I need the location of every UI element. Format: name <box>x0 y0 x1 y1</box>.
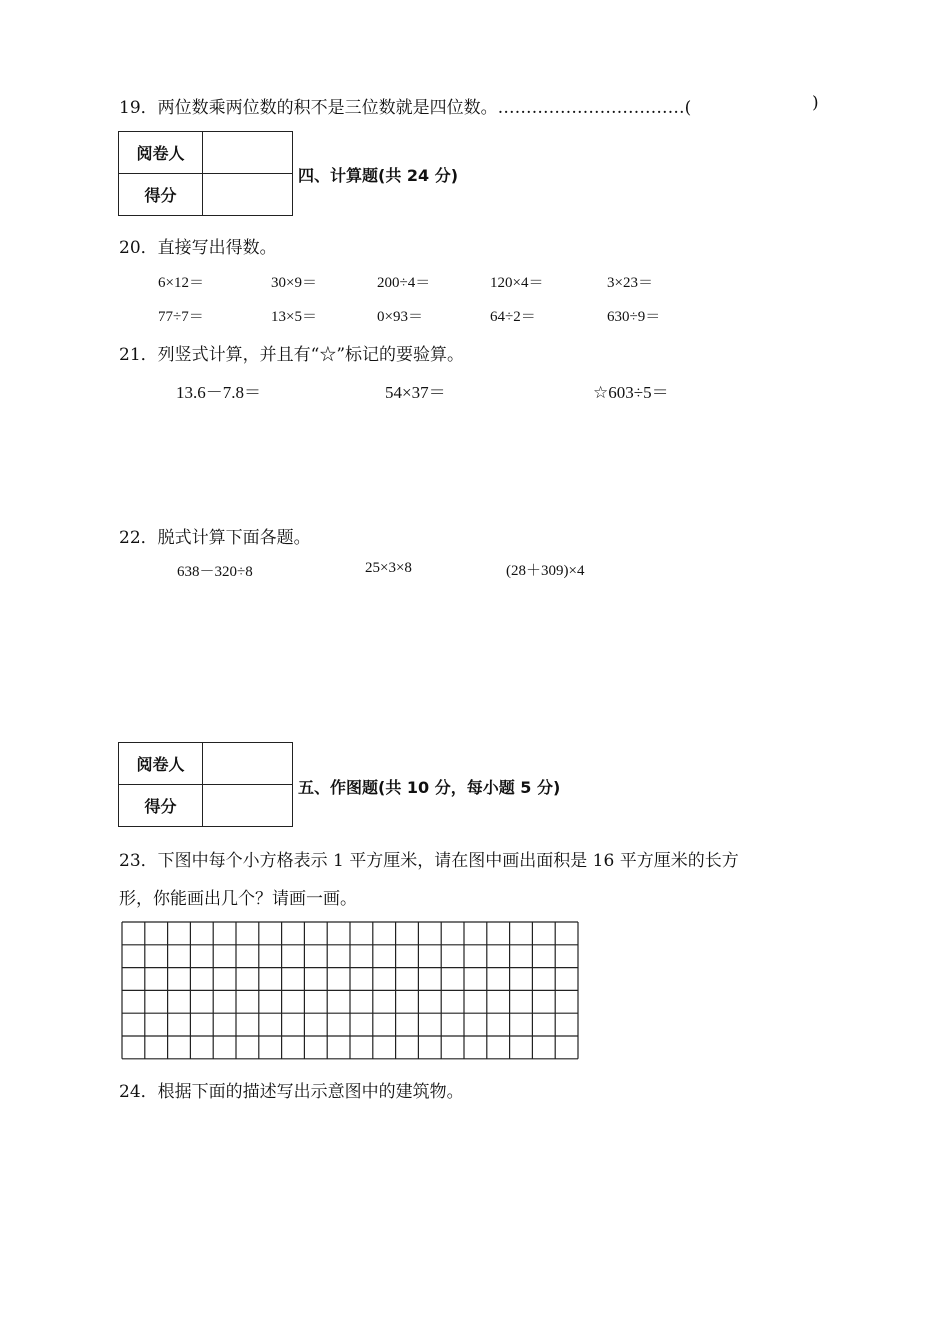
square-grid[interactable] <box>121 921 579 1060</box>
step-calc-item: (28＋309)×4 <box>506 563 585 579</box>
question-19-text: 19．两位数乘两位数的积不是三位数就是四位数。……………………………( <box>119 98 692 118</box>
question-20-text: 20．直接写出得数。 <box>119 238 277 258</box>
mental-math-item: 0×93＝ <box>377 309 423 325</box>
step-calc-item: 25×3×8 <box>365 560 412 576</box>
question-19 <box>119 93 691 118</box>
reviewer-field[interactable] <box>203 132 293 174</box>
question-21-text: 21．列竖式计算，并且有“☆”标记的要验算。 <box>119 345 465 365</box>
mental-math-item: 200÷4＝ <box>377 275 431 291</box>
mental-math-item: 630÷9＝ <box>607 309 661 325</box>
vertical-calc-item: ☆603÷5＝ <box>593 383 669 402</box>
score-label: 得分 <box>119 174 203 216</box>
score-field[interactable] <box>203 785 293 827</box>
mental-math-item: 77÷7＝ <box>158 309 204 325</box>
score-field[interactable] <box>203 174 293 216</box>
question-22-text: 22．脱式计算下面各题。 <box>119 528 311 548</box>
vertical-calc-item: 54×37＝ <box>385 383 446 402</box>
mental-math-item: 13×5＝ <box>271 309 317 325</box>
score-table-section-4 <box>118 131 293 216</box>
mental-math-item: 64÷2＝ <box>490 309 536 325</box>
mental-math-item: 30×9＝ <box>271 275 317 291</box>
question-23-line-1: 23．下图中每个小方格表示 1 平方厘米，请在图中画出面积是 16 平方厘米的长方 <box>119 851 739 871</box>
question-23-line-2: 形，你能画出几个？请画一画。 <box>119 889 357 909</box>
question-24-text: 24．根据下面的描述写出示意图中的建筑物。 <box>119 1082 464 1102</box>
reviewer-field[interactable] <box>203 743 293 785</box>
score-label: 得分 <box>119 785 203 827</box>
reviewer-label: 阅卷人 <box>119 743 203 785</box>
mental-math-item: 120×4＝ <box>490 275 544 291</box>
mental-math-item: 3×23＝ <box>607 275 653 291</box>
score-table-section-5 <box>118 742 293 827</box>
answer-paren-close: ) <box>812 93 819 113</box>
vertical-calc-item: 13.6－7.8＝ <box>176 383 261 402</box>
section-4-title: 四、计算题(共 24 分) <box>298 166 459 185</box>
mental-math-item: 6×12＝ <box>158 275 204 291</box>
section-5-title: 五、作图题(共 10 分，每小题 5 分) <box>298 778 561 797</box>
reviewer-label: 阅卷人 <box>119 132 203 174</box>
step-calc-item: 638－320÷8 <box>177 564 253 580</box>
